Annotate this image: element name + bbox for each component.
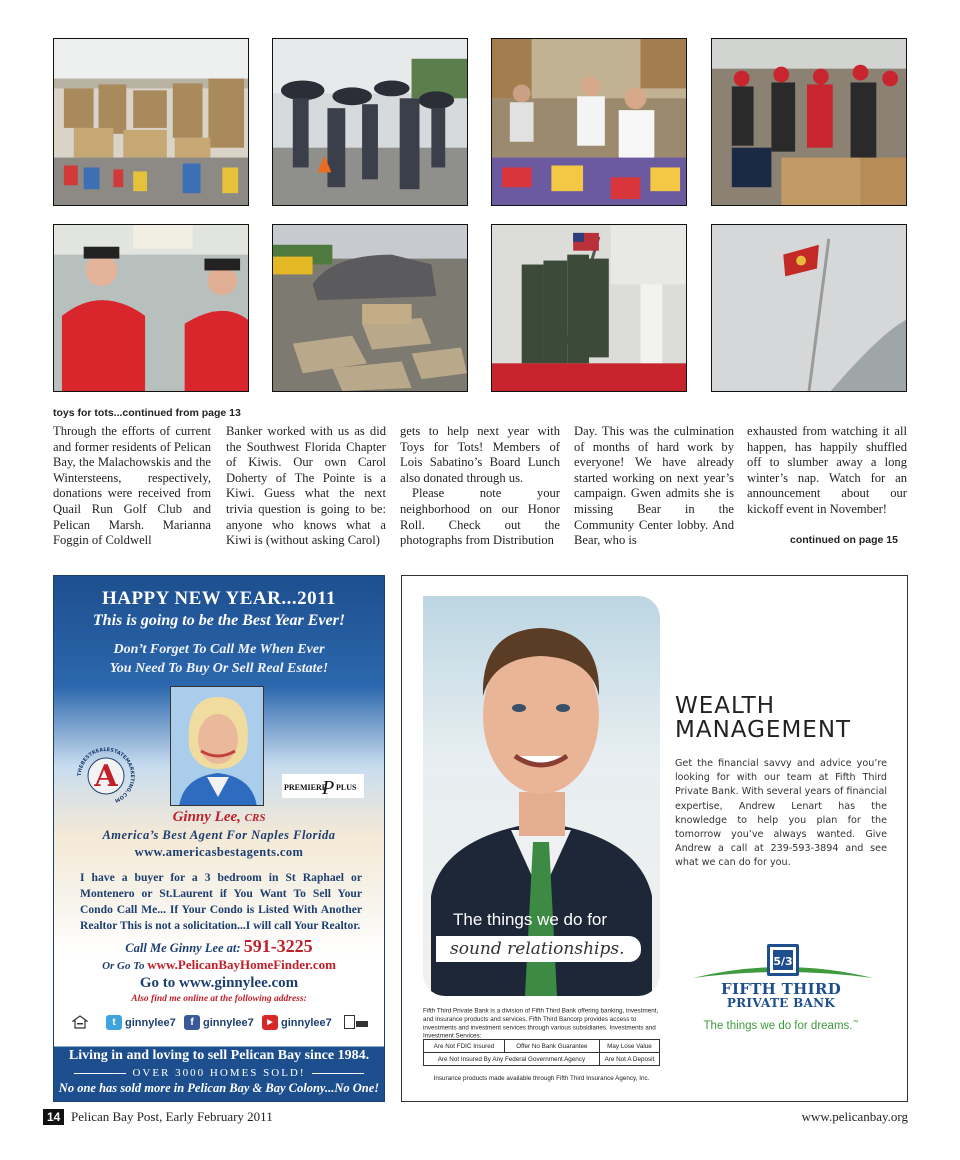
- youtube-link[interactable]: ▶ ginnylee7: [262, 1015, 332, 1030]
- logo-ring-text: THEBESTREALESTATEMARKETING.COM: [76, 746, 136, 804]
- ad-bottom-line2: OVER 3000 HOMES SOLD!: [54, 1067, 384, 1079]
- wealth-management-heading: WEALTH MANAGEMENT: [675, 693, 852, 743]
- social-links: [72, 1013, 372, 1033]
- ad-reminder: Don’t Forget To Call Me When Ever You Need To Buy Or Sell Real Estate!: [109, 642, 329, 676]
- goto-line: Or Go To www.PelicanBayHomeFinder.com: [102, 957, 336, 972]
- photo-two-marines: [53, 224, 249, 392]
- article-paragraph: gets to help next year with Toys for Tots! Members of Lois Sabatino’s Board Lunch also donated through us.: [400, 424, 560, 485]
- bank-ad-body: Get the financial savvy and advice you’re looking for with our team at Fifth Third Private Bank. With several years of financial expertise, Andrew Lenart has the knowledge to help you plan for the tomorrow you’ve always wanted. Give Andrew a call at 239-593-3894 and see what we can do for you.: [675, 758, 887, 869]
- disclaimer-table: [423, 1039, 660, 1066]
- agent-portrait: [170, 686, 264, 806]
- article-paragraph: Through the efforts of current and former residents of Pelican Bay, the Malachowskis and the Wintersteens, respectively, donations were received from Quail Run Golf Club and Pelican Marsh. Marianna Foggin of Coldwell: [53, 424, 211, 548]
- fine-print: Fifth Third Private Bank is a division of Fifth Third Bank offering banking, investment, and insurance products and services. Fifth Third Bancorp provides access to investments and investment services through various subsidiaries. Investments and Investment Services:: [423, 1007, 659, 1040]
- article-column-2: [226, 424, 386, 549]
- agent-name: Ginny Lee, CRS: [172, 809, 266, 825]
- bank-tagline: The things we do for dreams.™: [703, 1020, 859, 1032]
- equal-housing-icon: [72, 1015, 88, 1029]
- facebook-icon: f: [184, 1015, 200, 1030]
- article-paragraph: Please note your neighborhood on our Honor Roll. Check out the photographs from Distribution: [400, 486, 560, 548]
- marketing-logo: [74, 744, 138, 808]
- website-link[interactable]: www.americasbestagents.com: [134, 845, 304, 859]
- photo-iwo-jima-statue: [491, 224, 687, 392]
- youtube-icon: ▶: [262, 1015, 278, 1030]
- agent-tagline: America’s Best Agent For Naples Florida: [102, 828, 336, 842]
- bank-ad: [401, 575, 908, 1102]
- bank-name: FIFTH THIRD PRIVATE BANK: [721, 980, 841, 1010]
- ad-bottom-line1: Living in and loving to sell Pelican Bay since 1984.: [68, 1048, 370, 1063]
- realtor-ad: [53, 575, 385, 1102]
- article-paragraph: exhausted from watching it all happen, has happily shuffled off to slumber away a long winter’s nap. Watch for an announcement about our kickoff event in November!: [747, 424, 907, 516]
- photo-caption-line2: sound relationships.: [436, 936, 641, 962]
- svg-text:PREMIERE: PREMIERE: [284, 783, 328, 792]
- photo-wet-cardboard: [272, 224, 468, 392]
- table-row: Are Not Insured By Any Federal Government Agency Are Not A Deposit: [424, 1053, 660, 1066]
- article-column-1: [53, 424, 211, 549]
- photo-caption-line1: The things we do for: [453, 910, 608, 929]
- svg-text:5/3: 5/3: [773, 955, 793, 968]
- ad-headline: HAPPY NEW YEAR...2011: [101, 588, 337, 609]
- svg-text:P: P: [322, 777, 335, 798]
- ad-subhead: This is going to be the Best Year Ever!: [92, 612, 346, 629]
- banker-photo: [423, 596, 660, 996]
- twitter-icon: t: [106, 1015, 122, 1030]
- publication-title: Pelican Bay Post, Early February 2011: [71, 1109, 273, 1124]
- mls-icon: [344, 1015, 368, 1029]
- photo-umbrella-line: [272, 38, 468, 206]
- ginnylee-link[interactable]: Go to www.ginnylee.com: [139, 975, 299, 991]
- photo-volunteers-toys: [491, 38, 687, 206]
- photo-warehouse-boxes: [53, 38, 249, 206]
- article-paragraph: Day. This was the culmination of months of hard work by everyone! We have already started working on next year’s campaign. Gwen admits she is missing Bear in the Community Center lobby. And Bear, who is: [574, 424, 734, 548]
- ad-body-text: I have a buyer for a 3 bedroom in St Raphael or Montenero or St.Laurent if You Want To Sell Your Condo Call Me... If Your Condo is Listed With Another Realtor This is not a solicitation...I will call Your Realtor.: [80, 871, 362, 932]
- online-note: Also find me online at the following address:: [131, 994, 307, 1004]
- homefinder-link[interactable]: www.PelicanBayHomeFinder.com: [147, 957, 336, 972]
- premiere-plus-logo: [282, 774, 364, 798]
- page-number: 14: [43, 1109, 64, 1125]
- call-line: Call Me Ginny Lee at: 591-3225: [125, 936, 313, 956]
- ad-bottom-line3: No one has sold more in Pelican Bay & Bay Colony...No One!: [58, 1081, 380, 1095]
- photo-marine-flag: [711, 224, 907, 392]
- table-row: Are Not FDIC Insured Offer No Bank Guarantee May Lose Value: [424, 1040, 660, 1053]
- article-column-3: [400, 424, 560, 549]
- svg-text:PLUS: PLUS: [336, 783, 357, 792]
- article-column-4: [574, 424, 734, 549]
- phone-number[interactable]: 591-3225: [243, 936, 313, 956]
- continued-from-label: toys for tots...continued from page 13: [53, 407, 241, 419]
- article-column-5: [747, 424, 907, 518]
- article-paragraph: Banker worked with us as did the Southwest Florida Chapter of Kiwis. Our own Carol Doherty of The Pointe is a Kiwi. Guess what the next trivia question is going to be: anyone who knows what a Kiwi is (without asking Carol): [226, 424, 386, 548]
- insurance-note: Insurance products made available through Fifth Third Insurance Agency, Inc.: [433, 1075, 650, 1082]
- facebook-link[interactable]: f ginnylee7: [184, 1015, 254, 1030]
- footer-url[interactable]: www.pelicanbay.org: [801, 1109, 908, 1124]
- twitter-link[interactable]: t ginnylee7: [106, 1015, 176, 1030]
- logo-letter: A: [94, 759, 118, 794]
- continued-on-label: continued on page 15: [790, 534, 898, 546]
- photo-santa-hat-volunteers: [711, 38, 907, 206]
